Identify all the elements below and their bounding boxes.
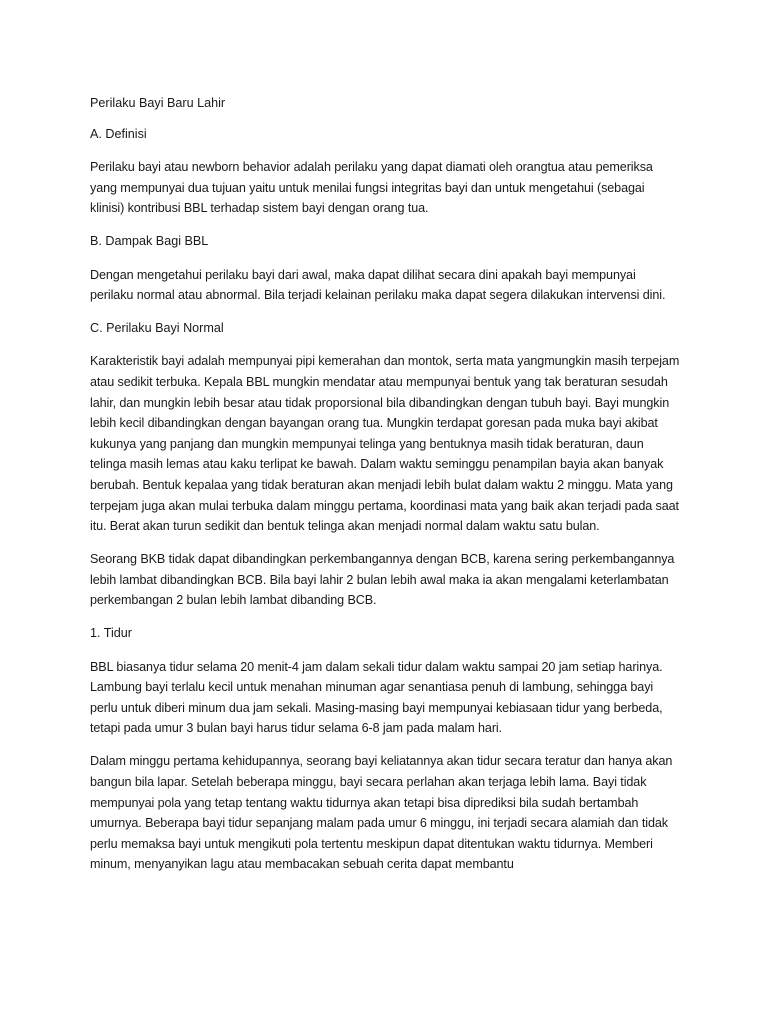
paragraph-dampak: Dengan mengetahui perilaku bayi dari awal, maka dapat dilihat secara dini apakah bayi mempunyai perilaku normal atau abnormal. Bila terjadi kelainan perilaku maka dapat segera dilakukan intervensi dini. — [90, 267, 666, 303]
paragraph-karakteristik: Karakteristik bayi adalah mempunyai pipi kemerahan dan montok, serta mata yangmungkin masih terpejam atau sedikit terbuka. Kepala BBL mungkin mendatar atau mempunyai bentuk yang tak beraturan sesudah lahir, dan mungkin lebih besar atau tidak proporsional bila dibandingkan dengan tubuh bayi. Bayi mungkin lebih kecil dibandingkan dengan bayangan orang tua. Mungkin terdapat goresan pada muka bayi akibat kukunya yang panjang dan mungkin mempunyai telinga yang bentuknya masih tidak beraturan, daun telinga masih lemas atau kaku terlipat ke bawah. Dalam waktu seminggu penampilan bayia akan banyak berubah. Bentuk kepalaa yang tidak beraturan akan menjadi lebih bulat dalam waktu 2 minggu. Mata yang terpejam juga akan mulai terbuka dalam minggu pertama, koordinasi mata yang baik akan terjadi pada saat itu. Berat akan turun sedikit dan bentuk telinga akan menjadi normal dalam waktu satu bulan. — [90, 354, 680, 534]
subsection-heading-tidur: 1. Tidur — [90, 626, 132, 641]
paragraph-tidur-2: Dalam minggu pertama kehidupannya, seorang bayi keliatannya akan tidur secara teratur dan hanya akan bangun bila lapar. Setelah beberapa minggu, bayi secara perlahan akan terjaga lebih lama. Bayi tidak mempunyai pola yang tetap tentang waktu tidurnya akan tetapi bisa diprediksi bila sudah bertambah umurnya. Beberapa bayi tidur sepanjang malam pada umur 6 minggu, ini terjadi secara alamiah dan tidak perlu memaksa bayi untuk mengikuti pola tertentu meskipun dapat ditentukan waktu tidurnya. Memberi minum, menyanyikan lagu atau membacakan sebuah cerita dapat membantu — [90, 754, 673, 872]
section-heading-definisi: A. Definisi — [90, 127, 147, 142]
document-title: Perilaku Bayi Baru Lahir — [90, 96, 226, 110]
paragraph-definisi: Perilaku bayi atau newborn behavior adalah perilaku yang dapat diamati oleh orangtua atau pemeriksa yang mempunyai dua tujuan yaitu untuk menilai fungsi integritas bayi dan untuk mengetahui (sebagai klinisi) kontribusi BBL terhadap sistem bayi dengan orang tua. — [90, 160, 653, 216]
section-heading-dampak: B. Dampak Bagi BBL — [90, 234, 209, 249]
paragraph-bkb-bcb: Seorang BKB tidak dapat dibandingkan perkembangannya dengan BCB, karena sering perkembangannya lebih lambat dibandingkan BCB. Bila bayi lahir 2 bulan lebih awal maka ia akan mengalami keterlambatan perkembangan 2 bulan lebih lambat dibanding BCB. — [90, 552, 675, 608]
paragraph-tidur-1: BBL biasanya tidur selama 20 menit-4 jam dalam sekali tidur dalam waktu sampai 20 jam setiap harinya. Lambung bayi terlalu kecil untuk menahan minuman agar senantiasa penuh di lambung, sehingga bayi perlu untuk diberi minum dua jam sekali. Masing-masing bayi mempunyai kebiasaan tidur yang berbeda, tetapi pada umur 3 bulan bayi harus tidur selama 6-8 jam pada malam hari. — [90, 659, 663, 736]
section-heading-perilaku-normal: C. Perilaku Bayi Normal — [90, 321, 224, 336]
